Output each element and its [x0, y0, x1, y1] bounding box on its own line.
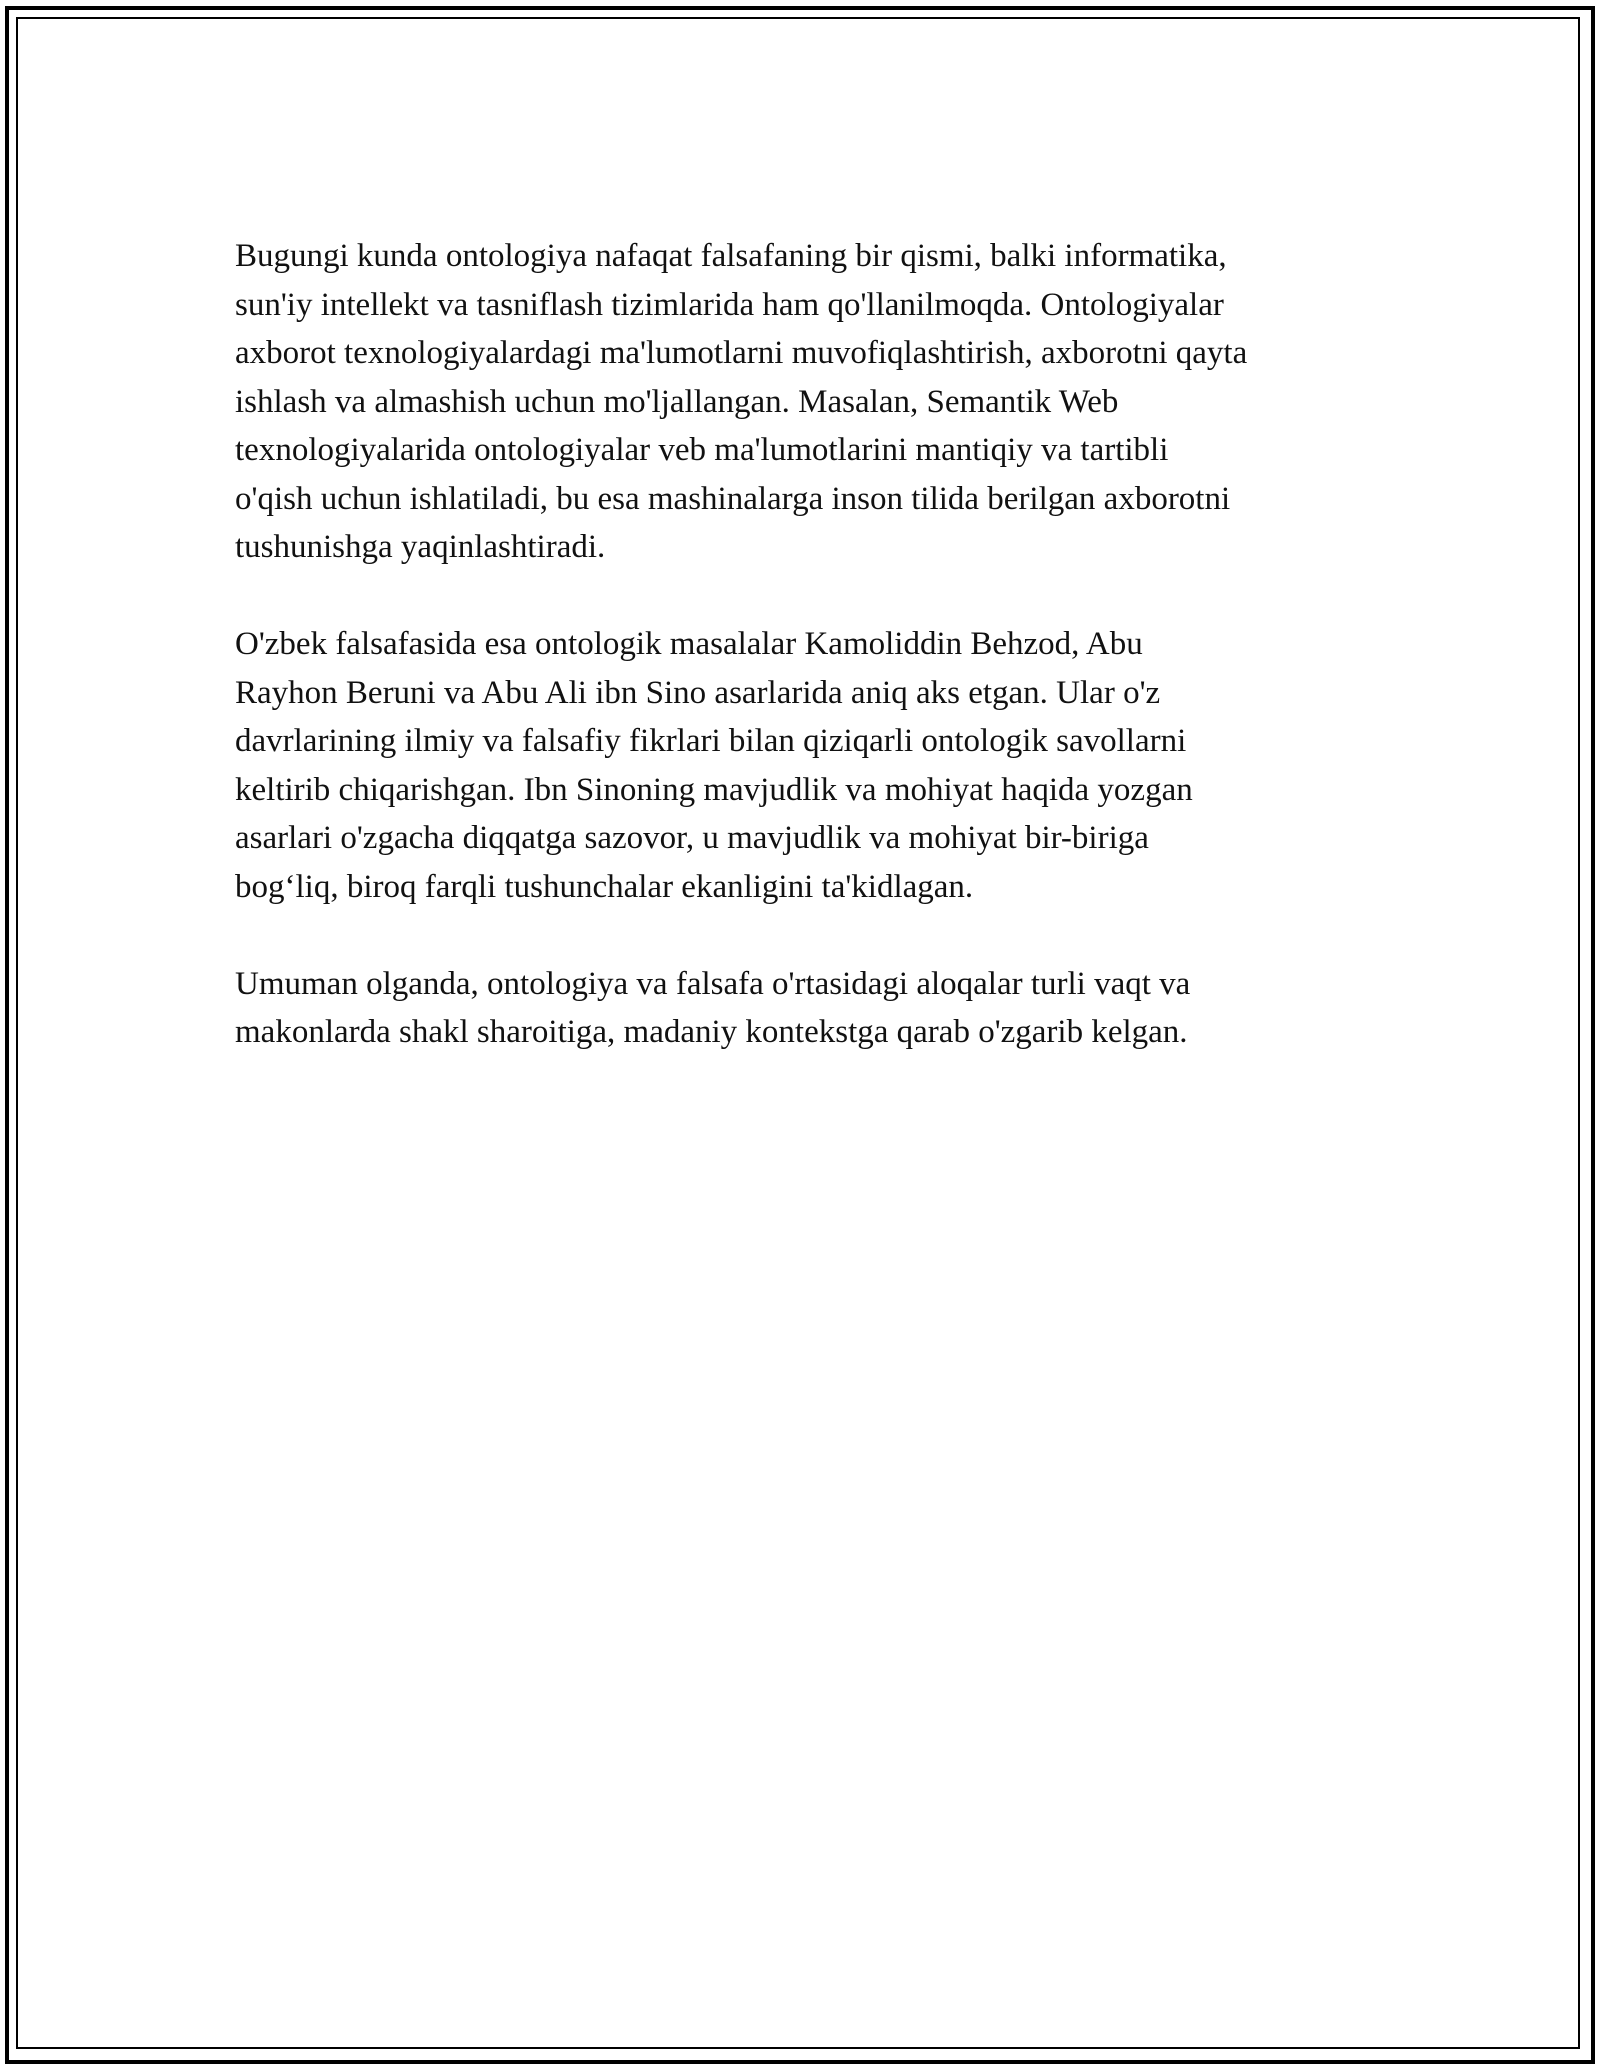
paragraph-ontology-modern-use: Bugungi kunda ontologiya nafaqat falsafaning bir qismi, balki informatika, sun'iy intellekt va tasniflash tizimlarida ham qo'llanilmoqda. Ontologiyalar axborot texnologiyalardagi ma'lumotlarni muvofiqlashtirish, axborotni qayta ishlash va almashish uchun mo'ljallangan. Masalan, Semantik Web texnologiyalarida ontologiyalar veb ma'lumotlarini mantiqiy va tartibli o'qish uchun ishlatiladi, bu esa mashinalarga inson tilida berilgan axborotni tushunishga yaqinlashtiradi. — [235, 238, 1248, 565]
paragraph-conclusion: Umuman olganda, ontologiya va falsafa o'rtasidagi aloqalar turli vaqt va makonlarda shakl sharoitiga, madaniy kontekstga qarab o'zgarib kelgan. — [235, 965, 1191, 1050]
paragraph-uzbek-philosophy: O'zbek falsafasida esa ontologik masalalar Kamoliddin Behzod, Abu Rayhon Beruni va Abu Ali ibn Sino asarlarida aniq aks etgan. Ular o'z davrlarining ilmiy va falsafiy fikrlari bilan qiziqarli ontologik savollarni keltirib chiqarishgan. Ibn Sinoning mavjudlik va mohiyat haqida yozgan asarlari o'zgacha diqqatga sazovor, u mavjudlik va mohiyat bir-biriga bog‘liq, biroq farqli tushunchalar ekanligini ta'kidlagan. — [235, 626, 1193, 905]
document-body — [235, 232, 1375, 1105]
